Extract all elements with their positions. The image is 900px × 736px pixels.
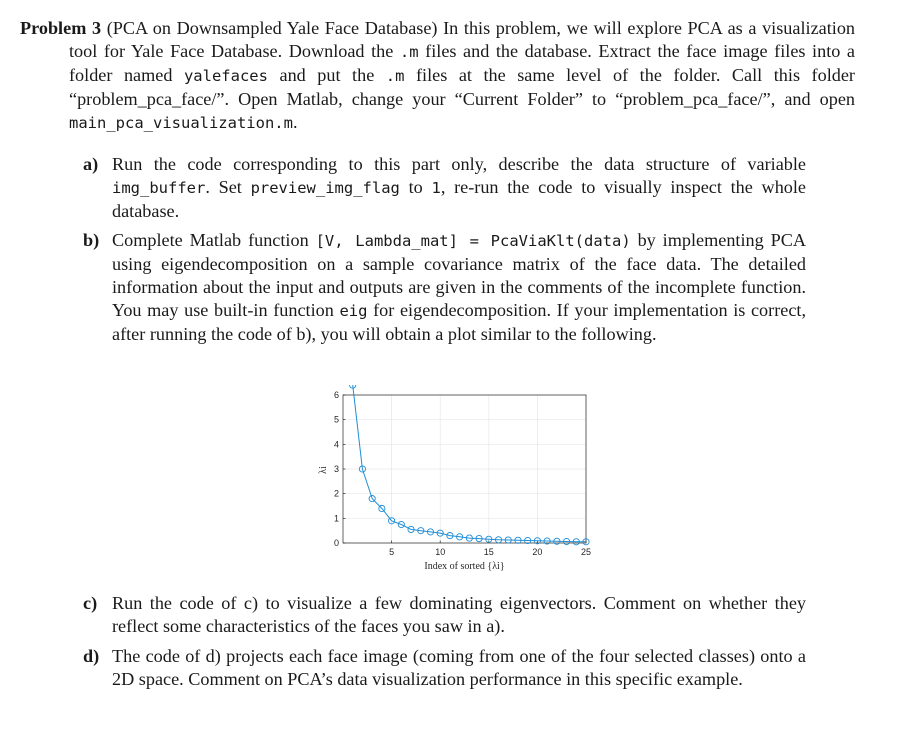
part-a-text-3: to bbox=[399, 177, 432, 197]
part-c-text-1: Run the code of c) to visualize a few dominating eigenvectors. Comment on whether they reflect some characteristics of the faces you saw in a). bbox=[112, 593, 806, 636]
x-tick-label: 15 bbox=[483, 547, 494, 557]
part-d bbox=[83, 645, 806, 691]
y-tick-label: 0 bbox=[333, 538, 339, 548]
part-a-text-4: , re-run the code to visually inspect the whole database. bbox=[112, 177, 807, 221]
x-tick-label: 25 bbox=[580, 547, 592, 557]
intro-text-1: (PCA on Downsampled Yale Face Database) In this problem, we will explore PCA as a visualization tool for Yale Face Database. Download the bbox=[69, 18, 856, 61]
code-preview-flag: preview_img_flag bbox=[250, 179, 400, 197]
part-d-text-1: The code of d) projects each face image (coming from one of the four selected classes) onto a 2D space. Comment on PCA’s data visualization performance in this specific example. bbox=[112, 646, 806, 689]
x-axis-label: Index of sorted {λi} bbox=[424, 561, 505, 572]
part-b bbox=[83, 229, 806, 346]
part-a-text-1: Run the code corresponding to this part only, describe the data structure of variable bbox=[112, 154, 806, 174]
y-tick-label: 4 bbox=[333, 439, 339, 450]
problem-label: Problem 3 bbox=[20, 18, 102, 38]
part-b-text-1: Complete Matlab function bbox=[112, 230, 316, 250]
part-a-label: a) bbox=[83, 154, 99, 174]
code-m-ext-2: .m bbox=[385, 67, 405, 85]
code-eig: eig bbox=[339, 302, 368, 320]
y-tick-label: 2 bbox=[333, 488, 339, 499]
part-a-text-2: . Set bbox=[205, 177, 251, 197]
problem-intro bbox=[20, 17, 855, 135]
intro-text-4: files at the same level of the folder. Call this folder “problem_pca_face/”. Open Matlab, change your “Current Folder” to “problem_pca_face/”, and open bbox=[69, 65, 855, 109]
eigenvalue-plot bbox=[300, 385, 600, 580]
part-c-label: c) bbox=[83, 593, 98, 613]
part-b-text-2: by implementing PCA using eigendecomposition on a sample covariance matrix of the face data. The detailed information about the input and outputs are given in the comments of the incomplete function. You may use built-in function bbox=[112, 230, 807, 320]
code-m-ext-1: .m bbox=[399, 43, 419, 61]
code-main-file: main_pca_visualization.m bbox=[69, 114, 293, 132]
intro-text-2: files and the database. Extract the face image files into a folder named bbox=[69, 41, 855, 85]
y-tick-label: 1 bbox=[333, 513, 339, 524]
part-b-label: b) bbox=[83, 230, 100, 250]
part-d-label: d) bbox=[83, 646, 100, 666]
part-a bbox=[83, 153, 806, 223]
code-one: 1 bbox=[431, 179, 441, 197]
y-tick-label: 5 bbox=[333, 414, 339, 425]
intro-text-5: . bbox=[292, 112, 298, 132]
code-img-buffer: img_buffer bbox=[112, 179, 206, 197]
x-tick-label: 5 bbox=[389, 547, 395, 557]
y-tick-label: 3 bbox=[333, 464, 339, 474]
part-c bbox=[83, 592, 806, 638]
x-tick-label: 10 bbox=[435, 547, 446, 557]
code-function-signature: [V, Lambda_mat] = PcaViaKlt(data) bbox=[315, 232, 631, 250]
intro-text-3: and put the bbox=[267, 65, 386, 85]
x-tick-label: 20 bbox=[532, 547, 543, 557]
part-b-text-3: for eigendecomposition. If your implementation is correct, after running the code of b), you will obtain a plot similar to the following. bbox=[112, 300, 806, 344]
y-axis-label: λi bbox=[318, 466, 329, 474]
y-tick-label: 6 bbox=[333, 390, 339, 400]
code-yalefaces: yalefaces bbox=[183, 67, 268, 85]
